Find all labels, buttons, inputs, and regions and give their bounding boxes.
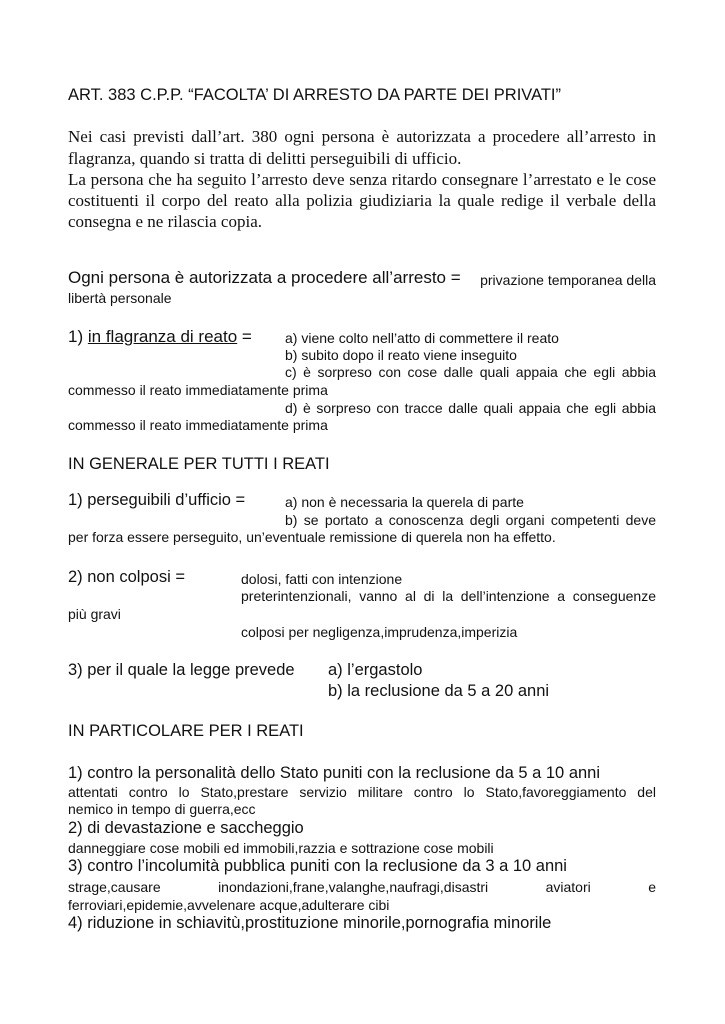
flagranza-term: in flagranza di reato xyxy=(87,327,238,346)
intro-line-3: La persona che ha seguito l’arresto deve senza ritardo consegnare l’arrestato e le cose xyxy=(68,170,656,189)
legge-prevede-item-a: a) l’ergastolo xyxy=(328,661,423,679)
non-colposi-label: 2) non colposi = xyxy=(68,568,185,586)
non-colposi-item-a: dolosi, fatti con intenzione xyxy=(241,571,403,587)
particolare-item-2-desc: danneggiare cose mobili ed immobili,razzia e sottrazione cose mobili xyxy=(68,840,494,856)
flagranza-num: 1) xyxy=(68,327,84,346)
intro-line-1: Nei casi previsti dall’art. 380 ogni persona è autorizzata a procedere all’arresto in xyxy=(68,127,656,146)
non-colposi-item-c: colposi per negligenza,imprudenza,imperizia xyxy=(241,624,518,640)
autorizzata-heading: Ogni persona è autorizzata a procedere all’arresto = xyxy=(68,268,461,287)
particolare-item-1-title: 1) contro la personalità dello Stato puniti con la reclusione da 5 a 10 anni xyxy=(68,764,601,782)
intro-line-2: flagranza, quando si tratta di delitti perseguibili di ufficio. xyxy=(68,149,462,168)
perseguibili-label: 1) perseguibili d’ufficio = xyxy=(68,491,246,509)
particolare-item-3-desc: strage,causare inondazioni,frane,valanghe,naufragi,disastri aviatori e xyxy=(68,879,656,895)
particolare-item-3-title: 3) contro l’incolumità pubblica puniti con la reclusione da 3 a 10 anni xyxy=(68,857,567,875)
generale-heading: IN GENERALE PER TUTTI I REATI xyxy=(68,455,330,473)
flagranza-item-d: d) è sorpreso con tracce dalle quali appaia che egli abbia xyxy=(285,400,656,416)
legge-prevede-item-b: b) la reclusione da 5 a 20 anni xyxy=(328,682,550,700)
intro-line-5: consegna e ne rilascia copia. xyxy=(68,212,262,231)
particolare-item-3-desc-cont: ferroviari,epidemie,avvelenare acque,adulterare cibi xyxy=(68,897,390,913)
document-title: ART. 383 C.P.P. “FACOLTA’ DI ARRESTO DA PARTE DEI PRIVATI” xyxy=(68,86,562,104)
non-colposi-item-b-cont: più gravi xyxy=(68,606,121,622)
autorizzata-note-2: libertà personale xyxy=(68,290,172,306)
non-colposi-item-b: preterintenzionali, vanno al di la dell’intenzione a conseguenze xyxy=(241,588,656,604)
perseguibili-item-a: a) non è necessaria la querela di parte xyxy=(285,494,524,510)
flagranza-item-c: c) è sorpreso con cose dalle quali appaia che egli abbia xyxy=(285,364,656,380)
perseguibili-item-b-cont: per forza essere perseguito, un’eventuale remissione di querela non ha effetto. xyxy=(68,529,556,545)
particolare-heading: IN PARTICOLARE PER I REATI xyxy=(68,722,304,740)
flagranza-label xyxy=(68,327,252,347)
particolare-item-2-title: 2) di devastazione e saccheggio xyxy=(68,819,304,837)
flagranza-item-c-cont: commesso il reato immediatamente prima xyxy=(68,382,328,398)
legge-prevede-label: 3) per il quale la legge prevede xyxy=(68,661,295,679)
flagranza-eq: = xyxy=(241,327,252,346)
flagranza-item-d-cont: commesso il reato immediatamente prima xyxy=(68,417,328,433)
particolare-item-4-title: 4) riduzione in schiavitù,prostituzione minorile,pornografia minorile xyxy=(68,914,552,932)
flagranza-item-a: a) viene colto nell’atto di commettere il reato xyxy=(285,330,559,346)
particolare-item-1-desc: attentati contro lo Stato,prestare servizio militare contro lo Stato,favoreggiamento del xyxy=(68,784,656,800)
intro-line-4: costituenti il corpo del reato alla polizia giudiziaria la quale redige il verbale della xyxy=(68,191,656,210)
autorizzata-note: privazione temporanea della xyxy=(480,272,656,288)
flagranza-item-b: b) subito dopo il reato viene inseguito xyxy=(285,347,517,363)
perseguibili-item-b: b) se portato a conoscenza degli organi competenti deve xyxy=(285,512,656,528)
particolare-item-1-desc-cont: nemico in tempo di guerra,ecc xyxy=(68,801,256,817)
